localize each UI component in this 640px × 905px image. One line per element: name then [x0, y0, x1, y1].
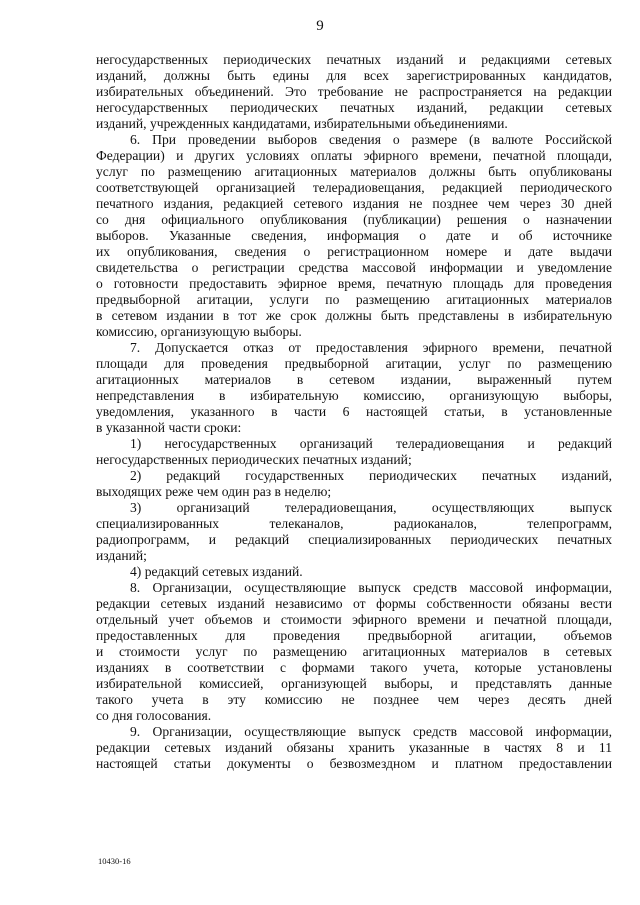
paragraph-first-line: 3) организаций телерадиовещания, осуществляющих выпуск [130, 500, 612, 515]
text-line: свидетельства о регистрации средства массовой информации и уведомление [96, 260, 612, 275]
paragraph-first-line: 7. Допускается отказ от предоставления эфирного времени, печатной [130, 340, 612, 355]
text-line: площади для проведения предвыборной агитации, услуг по размещению [96, 356, 612, 371]
text-line: услуг по размещению агитационных материалов должны быть опубликованы [96, 164, 612, 179]
text-line: непредставления в избирательную комиссию, организующую выборы, [96, 388, 612, 403]
text-line: негосударственных периодических печатных изданий, редакции сетевых [96, 100, 612, 115]
text-line: негосударственных периодических печатных изданий; [96, 452, 412, 467]
paragraph-first-line: 6. При проведении выборов сведения о размере (в валюте Российской [130, 132, 612, 147]
text-line: избирательных объединений. Это требование не распространяется на редакции [96, 84, 612, 99]
text-line: редакции сетевых изданий независимо от формы собственности обязаны вести [96, 596, 612, 611]
text-line: изданий; [96, 548, 147, 563]
text-line: отдельный учет объемов и стоимости эфирного времени и печатной площади, [96, 612, 612, 627]
paragraph-first-line: 1) негосударственных организаций телерадиовещания и редакций [130, 436, 612, 451]
text-line: выборов. Указанные сведения, информация о дате и об источнике [96, 228, 612, 243]
text-line: агитационных материалов в сетевом издании, выраженный путем [96, 372, 612, 387]
text-line: предвыборной агитации, услуги по размещению агитационных материалов [96, 292, 612, 307]
paragraph-first-line: 9. Организации, осуществляющие выпуск средств массовой информации, [130, 724, 612, 739]
paragraph-first-line: 4) редакций сетевых изданий. [130, 564, 303, 579]
text-line: их опубликования, сведения о регистрационном номере и дате выдачи [96, 244, 612, 259]
paragraph-first-line: 2) редакций государственных периодических печатных изданий, [130, 468, 612, 483]
text-line: в указанной части сроки: [96, 420, 242, 435]
text-line: соответствующей организацией телерадиовещания, редакцией периодического [96, 180, 612, 195]
document-code: 10430-16 [98, 856, 131, 866]
text-line: и стоимости услуг по размещению агитационных материалов в сетевых [96, 644, 612, 659]
text-line: избирательной комиссией, организующей выборы, и представлять данные [96, 676, 612, 691]
text-line: изданий, должны быть едины для всех зарегистрированных кандидатов, [96, 68, 612, 83]
text-line: изданиях в соответствии с формами такого учета, которые установлены [96, 660, 612, 675]
text-line: уведомления, указанного в части 6 настоящей статьи, в установленные [96, 404, 612, 419]
text-line: со дня голосования. [96, 708, 212, 723]
text-line: предоставленных для проведения предвыборной агитации, объемов [96, 628, 612, 643]
text-line: комиссию, организующую выборы. [96, 324, 302, 339]
text-line: в сетевом издании в тот же срок должны быть представлены в избирательную [96, 308, 612, 323]
text-line: изданий, учрежденных кандидатами, избирательными объединениями. [96, 116, 508, 131]
text-line: редакции сетевых изданий обязаны хранить указанные в частях 8 и 11 [96, 740, 612, 755]
text-line: выходящих реже чем один раз в неделю; [96, 484, 332, 499]
text-line: настоящей статьи документы о безвозмездном и платном предоставлении [96, 756, 612, 771]
text-line: печатного издания, редакцией сетевого издания не позднее чем через 30 дней [96, 196, 612, 211]
paragraph-first-line: 8. Организации, осуществляющие выпуск средств массовой информации, [130, 580, 612, 595]
text-line: Федерации) и других условиях оплаты эфирного времени, печатной площади, [96, 148, 612, 163]
document-body [96, 52, 612, 772]
text-line: радиопрограмм, и редакций специализированных периодических печатных [96, 532, 612, 547]
text-line: специализированных телеканалов, радиоканалов, телепрограмм, [96, 516, 612, 531]
text-line: о готовности предоставить эфирное время, печатную площадь для проведения [96, 276, 612, 291]
text-line: негосударственных периодических печатных изданий и редакциями сетевых [96, 52, 612, 67]
page-number: 9 [316, 18, 324, 34]
text-line: со дня официального опубликования (публикации) решения о назначении [96, 212, 612, 227]
text-line: такого учета в эту комиссию не позднее чем через десять дней [96, 692, 612, 707]
